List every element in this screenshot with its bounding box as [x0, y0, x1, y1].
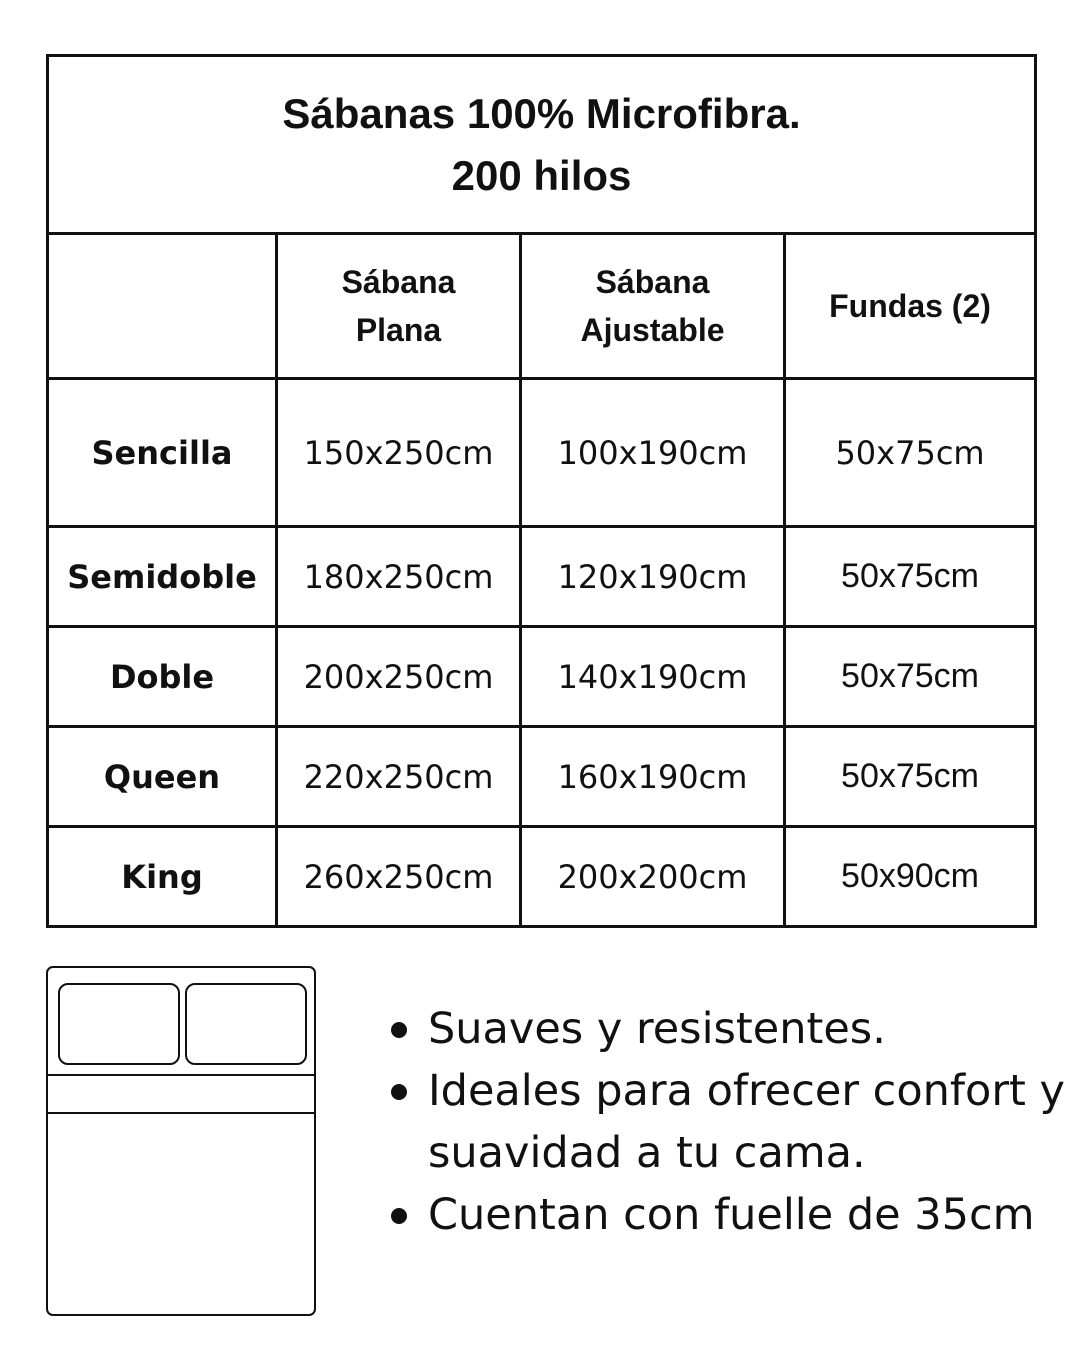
header-cell-sabana-ajustable — [521, 234, 785, 379]
cell-ajustable: 100x190cm — [521, 379, 785, 527]
row-label: Sencilla — [48, 379, 277, 527]
header-cell-sabana-plana — [277, 234, 521, 379]
cell-ajustable: 120x190cm — [521, 527, 785, 627]
table-row — [48, 727, 1036, 827]
row-label: Doble — [48, 627, 277, 727]
cell-fundas: 50x75cm — [785, 527, 1036, 627]
header-line-2: Plana — [355, 312, 442, 348]
feature-item: Suaves y resistentes. — [380, 998, 1070, 1060]
header-line-1: Sábana — [341, 264, 456, 300]
header-line-1: Fundas (2) — [829, 288, 991, 324]
cell-plana: 150x250cm — [277, 379, 521, 527]
header-line-1: Sábana — [595, 264, 710, 300]
feature-item: Cuentan con fuelle de 35cm — [380, 1184, 1070, 1246]
size-table — [46, 54, 1037, 928]
title-line-1: Sábanas 100% Microfibra. — [282, 89, 801, 137]
header-row — [48, 234, 1036, 379]
cell-ajustable: 160x190cm — [521, 727, 785, 827]
table-row — [48, 527, 1036, 627]
cell-ajustable: 200x200cm — [521, 827, 785, 927]
sheet-fold-line — [48, 1112, 314, 1114]
cell-plana: 220x250cm — [277, 727, 521, 827]
header-cell-empty — [48, 234, 277, 379]
cell-fundas: 50x75cm — [785, 627, 1036, 727]
row-label: Queen — [48, 727, 277, 827]
feature-list — [380, 998, 1070, 1246]
cell-plana: 260x250cm — [277, 827, 521, 927]
cell-plana: 180x250cm — [277, 527, 521, 627]
pillow-left-icon — [58, 983, 180, 1065]
row-label: King — [48, 827, 277, 927]
table-row — [48, 379, 1036, 527]
cell-ajustable: 140x190cm — [521, 627, 785, 727]
table-row — [48, 827, 1036, 927]
sheet-fold-line — [48, 1074, 314, 1076]
bed-icon — [46, 966, 316, 1316]
header-line-2: Ajustable — [580, 312, 725, 348]
header-cell-fundas — [785, 234, 1036, 379]
table-title — [48, 56, 1036, 234]
table-row — [48, 627, 1036, 727]
cell-fundas: 50x75cm — [785, 379, 1036, 527]
row-label: Semidoble — [48, 527, 277, 627]
cell-fundas: 50x90cm — [785, 827, 1036, 927]
title-line-2: 200 hilos — [451, 151, 632, 199]
cell-fundas: 50x75cm — [785, 727, 1036, 827]
cell-plana: 200x250cm — [277, 627, 521, 727]
pillow-right-icon — [185, 983, 307, 1065]
title-row — [48, 56, 1036, 234]
feature-item: Ideales para ofrecer confort y suavidad a tu cama. — [380, 1060, 1070, 1184]
